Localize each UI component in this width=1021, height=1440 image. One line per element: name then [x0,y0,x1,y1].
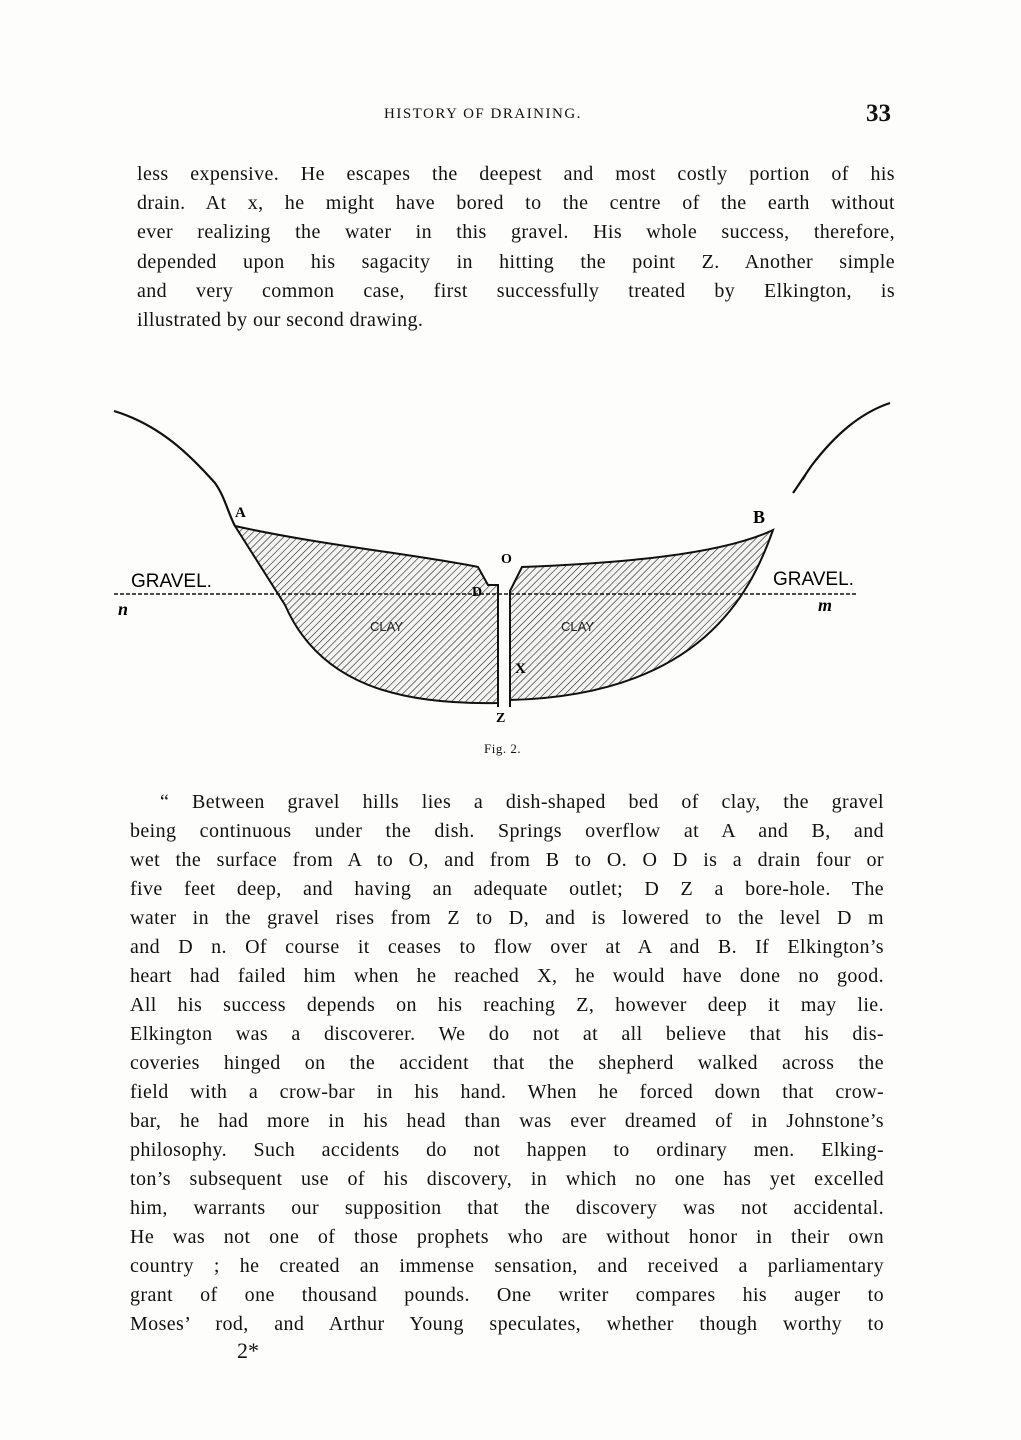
figure-clay-bed-diagram [100,395,900,735]
text-line: country ; he created an immense sensation, and received a parliamentary [130,1255,884,1277]
paragraph-intro [137,160,895,335]
label-o: O [501,552,512,567]
label-n: n [118,599,129,619]
label-m: m [818,595,833,615]
text-line: heart had failed him when he reached X, he would have done no good. [130,965,884,987]
right-hill-outline [793,403,890,493]
label-d: D [472,585,483,600]
label-clay-right: CLAY [561,619,594,634]
label-z: Z [496,711,506,726]
text-line: ever realizing the water in this gravel. His whole success, therefore, [137,221,895,244]
text-line: All his success depends on his reaching Z, however deep it may lie. [130,994,884,1016]
text-line: and very common case, first successfully treated by Elkington, is [137,279,895,302]
text-line: water in the gravel rises from Z to D, and is lowered to the level D m [130,907,884,929]
text-line: coveries hinged on the accident that the shepherd walked across the [130,1052,884,1074]
label-b: B [753,507,766,527]
signature-mark: 2* [237,1338,259,1363]
text-line: drain. At x, he might have bored to the centre of the earth without [137,192,895,215]
label-clay-left: CLAY [370,619,403,634]
clay-bed-left [235,526,498,703]
text-line: and D n. Of course it ceases to flow over at A and B. If Elkington’s [130,936,884,958]
text-line: five feet deep, and having an adequate outlet; D Z a bore-hole. The [130,878,884,900]
label-gravel-left: GRAVEL. [131,571,212,592]
label-a: A [235,505,246,521]
label-gravel-right: GRAVEL. [773,569,854,590]
diagram-svg [100,395,900,735]
figure-caption: Fig. 2. [484,741,522,756]
running-title: HISTORY OF DRAINING. [384,106,582,122]
text-line: being continuous under the dish. Springs overflow at A and B, and [130,820,884,842]
text-line: grant of one thousand pounds. One writer compares his auger to [130,1284,884,1306]
text-line: “ Between gravel hills lies a dish-shaped bed of clay, the gravel [160,791,884,813]
text-line: bar, he had more in his head than was ever dreamed of in Johnstone’s [130,1110,884,1132]
running-head [0,100,1021,130]
text-line: him, warrants our supposition that the discovery was not accidental. [130,1197,884,1219]
page-number: 33 [866,100,891,127]
text-line: field with a crow-bar in his hand. When he forced down that crow- [130,1081,884,1103]
text-line: depended upon his sagacity in hitting the point Z. Another simple [137,250,895,273]
paragraph-quote [130,788,884,1339]
text-line: Elkington was a discoverer. We do not at all believe that his dis- [130,1023,884,1045]
text-line: philosophy. Such accidents do not happen to ordinary men. Elking- [130,1139,884,1161]
clay-bed-right [510,530,773,700]
left-hill-outline [114,411,235,526]
text-line: wet the surface from A to O, and from B to O. O D is a drain four or [130,849,884,871]
text-line: He was not one of those prophets who are without honor in their own [130,1226,884,1248]
text-line: less expensive. He escapes the deepest and most costly portion of his [137,163,895,185]
text-line: illustrated by our second drawing. [137,308,424,331]
text-line: Moses’ rod, and Arthur Young speculates, whether though worthy to [130,1313,884,1335]
label-x: X [515,661,526,677]
text-line: ton’s subsequent use of his discovery, in which no one has yet excelled [130,1168,884,1190]
